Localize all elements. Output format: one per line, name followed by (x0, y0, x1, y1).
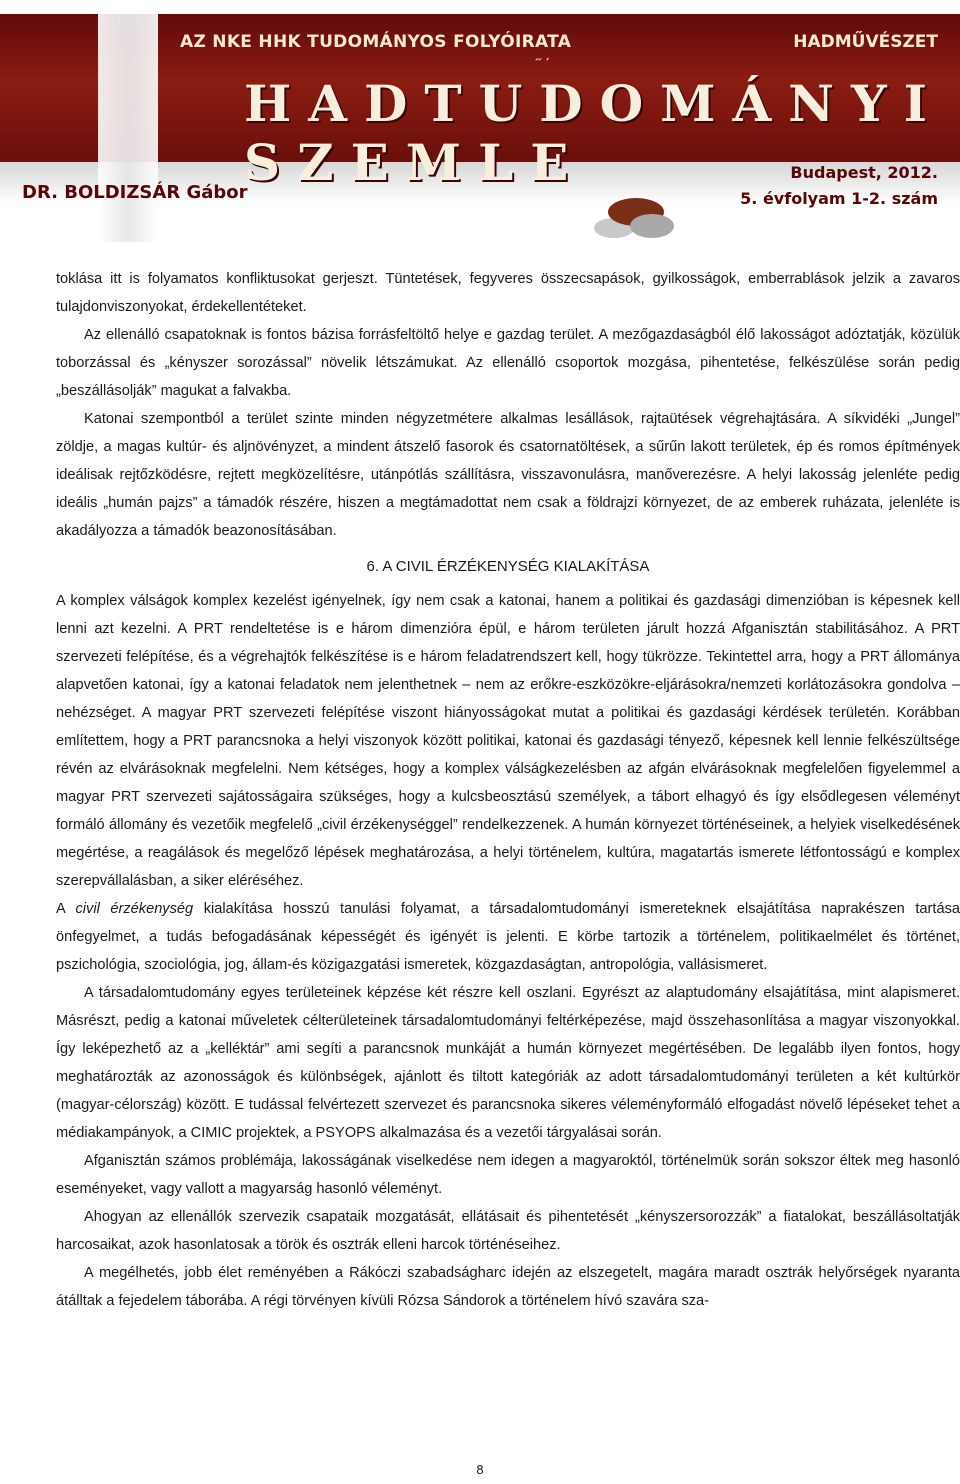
paragraph-3: Katonai szempontból a terület szinte minden négyzetmétere alkalmas lesállások, rajtaütések végrehajtására. A síkvidéki „Jungel” zöldje, a magas kultúr- és aljnövényzet, a mindent átszelő fasorok és csatornatöltések, a sűrűn lakott területek, ép és romos építmények ideálisak rejtőzködésre, rejtett megközelítésre, utánpótlás szállításra, visszavonulásra, manőverezésre. A helyi lakosság jelenléte pedig ideális „humán pajzs” a támadók részére, hiszen a megtámadottat nem csak a földrajzi környezet, de az emberek ruházata, jelenléte is akadályozza a támadók beazonosításában. (56, 411, 960, 539)
decorative-blob-gray (630, 214, 674, 238)
paragraph-9: A megélhetés, jobb élet reményében a Rákóczi szabadságharc idején az elszegetelt, magára maradt osztrák helyőrségek nyaranta átálltak a fejedelem táborába. A régi törvényen kívüli Rózsa Sándorok a történelem hívó szavára sza- (56, 1265, 960, 1309)
page-number: 8 (476, 1462, 484, 1477)
publication-info (740, 160, 938, 212)
paragraph-5-emphasis: civil érzékenység (75, 901, 194, 917)
paragraph-7: Afganisztán számos problémája, lakosságának viselkedése nem idegen a magyaroktól, történelmük során sokszor éltek meg hasonló eseményeket, vagy vallott a magyarság hasonló véleményt. (56, 1153, 960, 1197)
publication-place-date: Budapest, 2012. (790, 163, 938, 182)
paragraph-5-start: A (56, 901, 76, 917)
header-decorative-strip-overlay (98, 14, 158, 162)
journal-title: HADTUDOMÁNYI SZEMLE (244, 74, 945, 192)
section-heading: 6. A CIVIL ÉRZÉKENYSÉG KIALAKÍTÁSA (366, 558, 650, 575)
paragraph-5-end: kialakítása hosszú tanulási folyamat, a társadalomtudományi ismereteknek elsajátítása naprakészen tartása önfegyelmet, a tudás befogadásának képességét és igényét is jelenti. E körbe tartozik a történelem, politikaelmélet és történet, pszichológia, szociológia, jog, állam-és közigazgatási ismeretek, közgazdaságtan, antropológia, vallásismeret. (56, 901, 960, 973)
paragraph-6: A társadalomtudomány egyes területeinek képzése két részre kell oszlani. Egyrészt az alaptudomány elsajátítása, mint alapismeret. Másrészt, pedig a katonai műveletek célterületeinek társadalomtudományi feltérképezése, majd összehasonlítása a magyar viszonyokkal. Így leképezhető az a „kelléktár” ami segíti a parancsnok munkáját a humán környezet megértésében. De legalább ilyen fontos, hogy meghatározták az azonosságok és különbségek, ajánlott és tiltott kategóriák az adott társadalomtudományi területen a két kultúrkör (magyar-célország) között. E tudással felvértezett szervezet és parancsnoka sikeres véleményformáló elfogadást növelő lépéseket tehet a médiakampányok, a CIMIC projektek, a PSYOPS alkalmazása és a vezetői tárgyalásai során. (56, 985, 960, 1141)
journal-header (0, 0, 960, 240)
paragraph-5 (56, 895, 960, 979)
paragraph-1: toklása itt is folyamatos konfliktusokat gerjeszt. Tüntetések, fegyveres összecsapások, gyilkosságok, emberrablások jelzik a zavaros tulajdonviszonyokat, érdekellentéteket. (56, 271, 960, 315)
publication-volume: 5. évfolyam 1-2. szám (740, 189, 938, 208)
article-body (56, 265, 960, 1315)
section-name: HADMŰVÉSZET (793, 32, 938, 52)
author-name: DR. BOLDIZSÁR Gábor (22, 182, 248, 203)
journal-subtitle: AZ NKE HHK TUDOMÁNYOS FOLYÓIRATA (180, 32, 572, 52)
decorative-accent-marks: ˝ ΄ (536, 56, 551, 73)
paragraph-4: A komplex válságok komplex kezelést igényelnek, így nem csak a katonai, hanem a politikai és gazdasági dimenzióban is képesnek kell lenni azt kezelni. A PRT rendeltetése is e három dimenzióra épül, e három területen járult hozzá Afganisztán stabilitásához. A PRT szervezeti felépítése, és a végrehajtók felkészítése is e három feladatrendszert kell, hogy tükrözze. Tekintettel arra, hogy a PRT állománya alapvetően katonai, így a katonai feladatok nem jelenthetnek – nem az erőkre-eszközökre-eljárásokra/nemzeti korlátozásokra gondolva – nehézséget. A magyar PRT szervezeti felépítése viszont hiányosságokat mutat a politikai és gazdasági kérdések területén. Korábban említettem, hogy a PRT parancsnoka a helyi viszonyok között politikai, katonai és gazdasági tényező, képesnek kell lennie felkészültsége révén az elvárásoknak megfelelni. Nem kétséges, hogy a komplex válságkezelésben az afgán elvárásoknak megfelelően figyelemmel a magyar PRT szervezeti sajátosságaira szükséges, hogy a kulcsbeosztású személyek, a tábort elhagyó és így elsődlegesen véleményt formáló állomány és vezetőik megfelelő „civil érzékenységgel” rendelkezzenek. A humán környezet történéseinek, a helyiek viselkedésének megértése, a reagálások és megelőző lépések meghatározása, a helyi történelem, kultúra, magatartás ismerete létfontosságú e komplex szerepvállalásban, a siker eléréséhez. (56, 593, 960, 889)
paragraph-8: Ahogyan az ellenállók szervezik csapataik mozgatását, ellátásait és pihentetését „kényszersorozzák” a fiatalokat, beszállásoltatják harcosaikat, azok hasonlatosak a török és osztrák elleni harcok történéseihez. (56, 1209, 960, 1253)
paragraph-2: Az ellenálló csapatoknak is fontos bázisa forrásfeltöltő helye e gazdag terület. A mezőgazdaságból élő lakosságot adóztatják, közülük toborzással és „kényszer sorozással” növelik létszámukat. Az ellenálló csoportok mozgása, pihentetése, felkészülése során pedig „beszállásolják” magukat a falvakba. (56, 327, 960, 399)
